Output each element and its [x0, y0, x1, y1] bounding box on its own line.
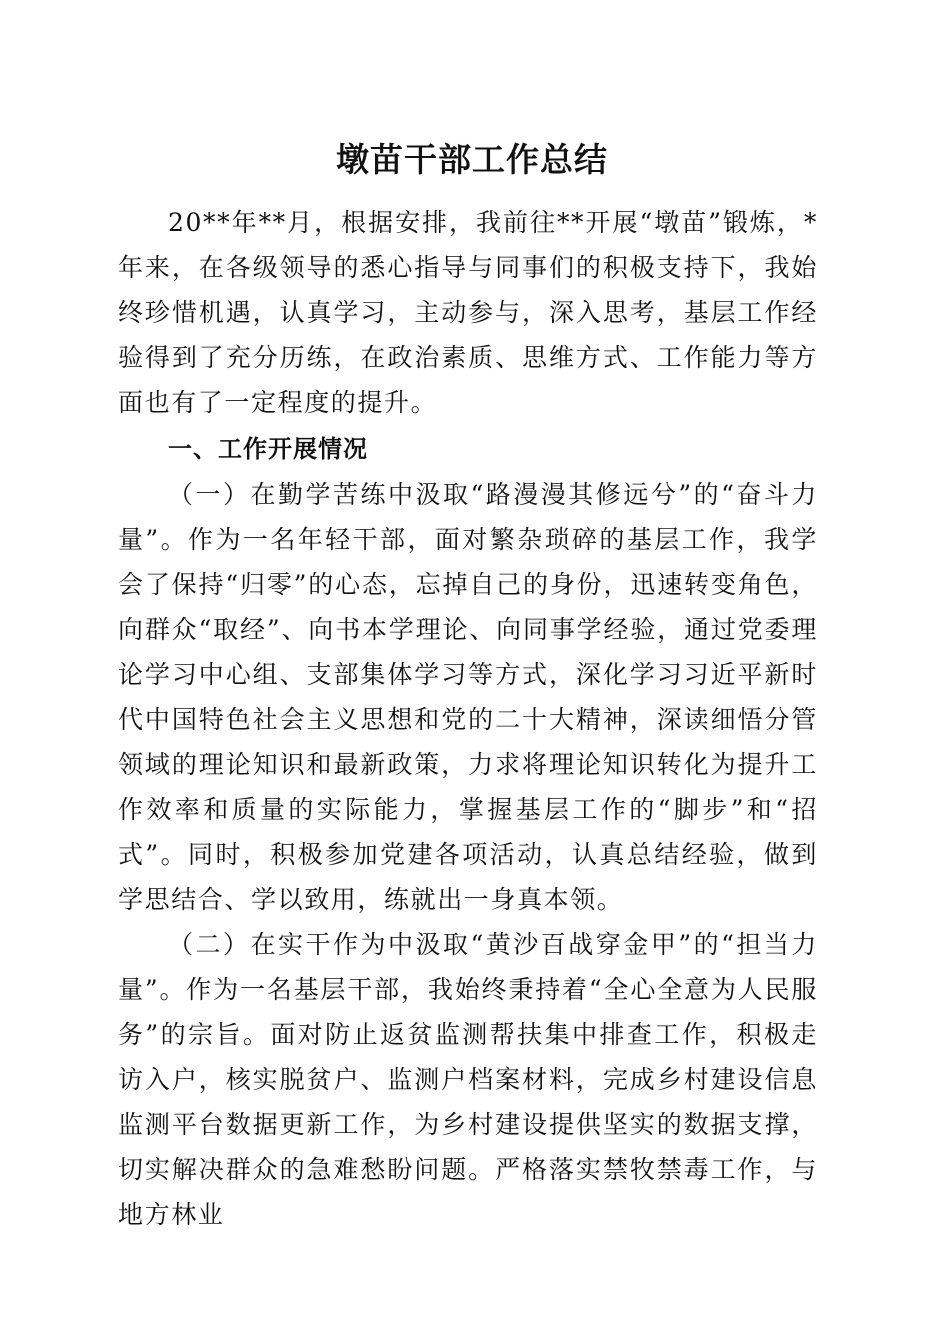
- subsection-2-paragraph: （二）在实干作为中汲取“黄沙百战穿金甲”的“担当力量”。作为一名基层干部，我始终秉持着“全心全意为人民服务”的宗旨。面对防止返贫监测帮扶集中排查工作，积极走访入户，核实脱贫户、监测户档案材料，完成乡村建设信息监测平台数据更新工作，为乡村建设提供坚实的数据支撑，切实解决群众的急难愁盼问题。严格落实禁牧禁毒工作，与地方林业: [118, 930, 818, 1229]
- document-title: 墩苗干部工作总结: [336, 140, 608, 179]
- section-heading-work-progress: 一、工作开展情况: [168, 435, 368, 463]
- document-body: [118, 132, 818, 1237]
- subsection-1-paragraph: （一）在勤学苦练中汲取“路漫漫其修远兮”的“奋斗力量”。作为一名年轻干部，面对繁杂琐碎的基层工作，我学会了保持“归零”的心态，忘掉自己的身份，迅速转变角色，向群众“取经”、向书本学理论、向同事学经验，通过党委理论学习中心组、支部集体学习等方式，深化学习习近平新时代中国特色社会主义思想和党的二十大精神，深读细悟分管领域的理论知识和最新政策，力求将理论知识转化为提升工作效率和质量的实际能力，掌握基层工作的“脚步”和“招式”。同时，积极参加党建各项活动，认真总结经验，做到学思结合、学以致用，练就出一身真本领。: [118, 480, 818, 914]
- intro-paragraph: 20**年**月，根据安排，我前往**开展“墩苗”锻炼，*年来，在各级领导的悉心指导与同事们的积极支持下，我始终珍惜机遇，认真学习，主动参与，深入思考，基层工作经验得到了充分历练，在政治素质、思维方式、工作能力等方面也有了一定程度的提升。: [118, 208, 818, 417]
